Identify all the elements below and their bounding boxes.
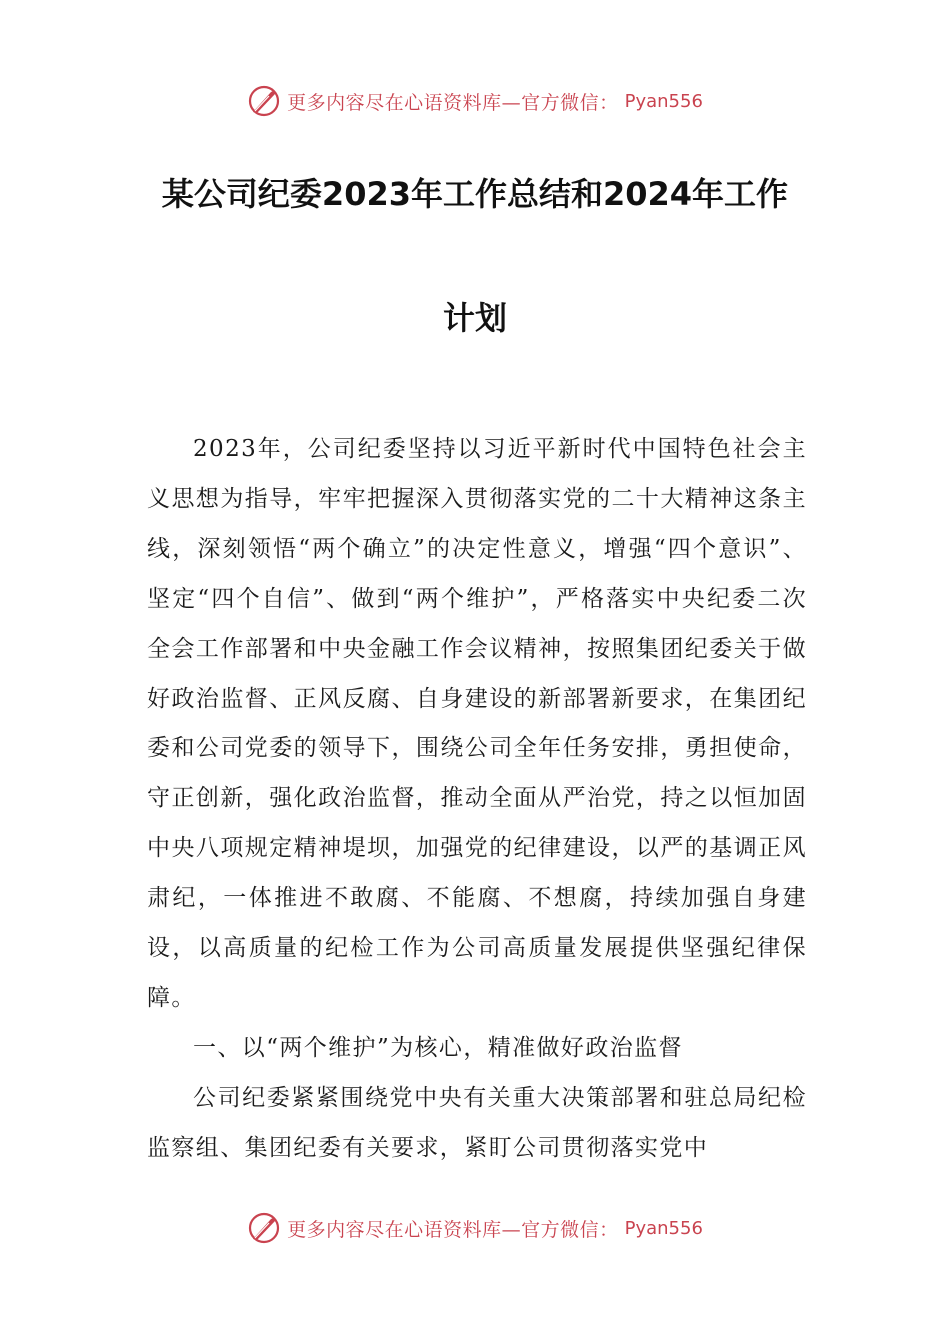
watermark-text: 更多内容尽在心语资料库—官方微信： (287, 91, 619, 114)
watermark-wechat-id: Pyan556 (624, 1217, 703, 1239)
document-body (147, 425, 807, 1174)
watermark-text: 更多内容尽在心语资料库—官方微信： (287, 1218, 619, 1241)
document-title-line-1: 某公司纪委2023年工作总结和2024年工作 (161, 175, 789, 213)
footer-watermark (0, 1211, 950, 1245)
section-heading-1: 一、以“两个维护”为核心，精准做好政治监督 (193, 1034, 683, 1061)
paragraph-intro: 2023年，公司纪委坚持以习近平新时代中国特色社会主义思想为指导，牢牢把握深入贯彻落实党的二十大精神这条主线，深刻领悟“两个确立”的决定性意义，增强“四个意识”、坚定“四个自信”、做到“两个维护”，严格落实中央纪委二次全会工作部署和中央金融工作会议精神，按照集团纪委关于做好政治监督、正风反腐、自身建设的新部署新要求，在集团纪委和公司党委的领导下，围绕公司全年任务安排，勇担使命，守正创新，强化政治监督，推动全面从严治党，持之以恒加固中央八项规定精神堤坝，加强党的纪律建设，以严的基调正风肃纪，一体推进不敢腐、不能腐、不想腐，持续加强自身建设，以高质量的纪检工作为公司高质量发展提供坚强纪律保障。 (147, 436, 807, 1011)
quill-pen-circle-icon (247, 84, 281, 118)
watermark-wechat-id: Pyan556 (624, 90, 703, 112)
quill-pen-circle-icon (247, 1211, 281, 1245)
header-watermark (0, 84, 950, 118)
paragraph-section-1: 公司纪委紧紧围绕党中央有关重大决策部署和驻总局纪检监察组、集团纪委有关要求，紧盯公司贯彻落实党中 (147, 1084, 807, 1161)
document-title-line-2: 计划 (442, 299, 507, 337)
